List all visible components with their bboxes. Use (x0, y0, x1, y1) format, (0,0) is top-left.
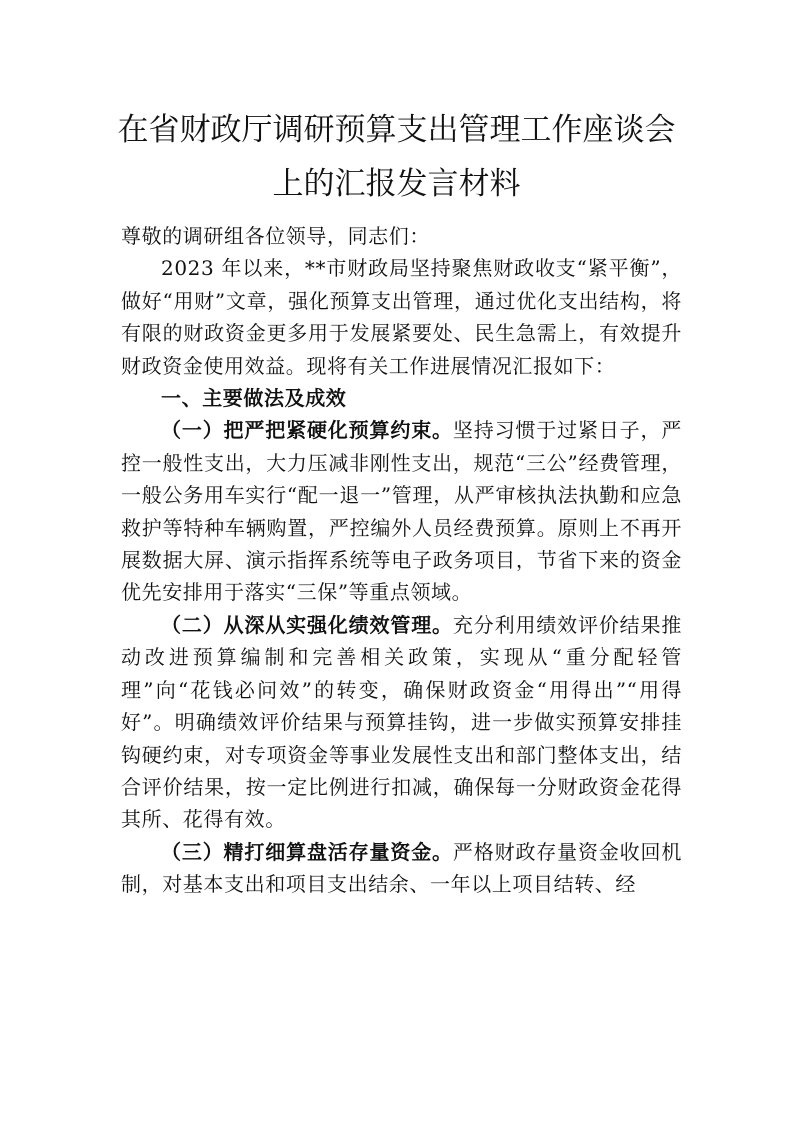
paragraph-2-lead: （二）从深从实强化绩效管理。 (161, 612, 453, 637)
salutation: 尊敬的调研组各位领导，同志们： (121, 224, 430, 248)
document-title-line-2: 上的汇报发言材料 (272, 166, 521, 202)
paragraph-3 (121, 836, 682, 901)
section-heading: 一、主要做法及成效 (161, 386, 347, 411)
paragraph-3-lead: （三）精打细算盘活存量资金。 (161, 839, 453, 864)
paragraph-2 (121, 609, 682, 836)
document-body (121, 220, 682, 901)
paragraph-3-text: 严格财政存量资金收回机制，对基本支出和项目支出结余、一年以上项目结转、经 (121, 839, 682, 897)
paragraph-2-text: 充分利用绩效评价结果推动改进预算编制和完善相关政策，实现从“重分配轻管理”向“花钱必问效”的转变，确保财政资金“用得出”“用得好”。明确绩效评价结果与预算挂钩，进一步做实预算安排挂钩硬约束，对专项资金等事业发展性支出和部门整体支出，结合评价结果，按一定比例进行扣减，确保每一分财政资金花得其所、花得有效。 (121, 612, 682, 832)
document-title-line-1: 在省财政厅调研预算支出管理工作座谈会 (117, 112, 676, 148)
paragraph-1-lead: （一）把严把紧硬化预算约束。 (161, 418, 453, 443)
paragraph-1 (121, 414, 682, 608)
intro-paragraph: 2023 年以来，**市财政局坚持聚焦财政收支“紧平衡”，做好“用财”文章，强化预算支出管理，通过优化支出结构，将有限的财政资金更多用于发展紧要处、民生急需上，有效提升财政资金使用效益。现将有关工作进展情况汇报如下： (121, 256, 682, 378)
paragraph-1-text: 坚持习惯于过紧日子，严控一般性支出，大力压减非刚性支出，规范“三公”经费管理，一般公务用车实行“配一退一”管理，从严审核执法执勤和应急救护等特种车辆购置，严控编外人员经费预算。原则上不再开展数据大屏、演示指挥系统等电子政务项目，节省下来的资金优先安排用于落实“三保”等重点领域。 (121, 418, 682, 605)
